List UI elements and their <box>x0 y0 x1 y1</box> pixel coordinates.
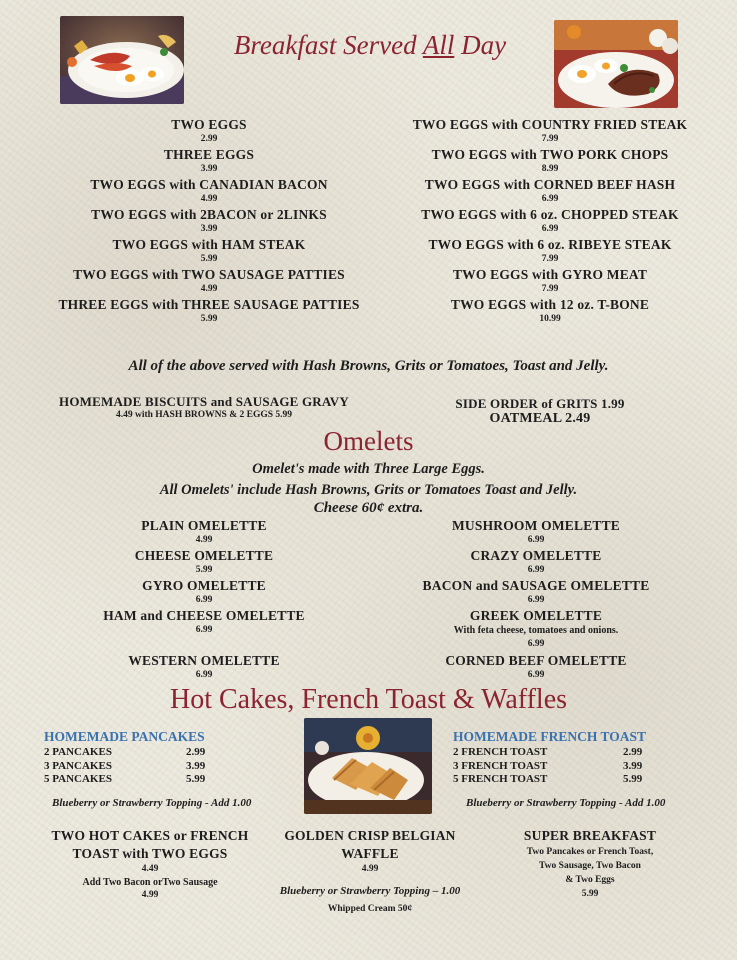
omelet-price: 6.99 <box>195 595 213 605</box>
menu-item-name: TWO EGGS with TWO SAUSAGE PATTIES <box>73 267 345 282</box>
menu-item-name: TWO EGGS with 6 oz. CHOPPED STEAK <box>421 207 679 222</box>
hotcakes-title: Hot Cakes, French Toast & Waffles <box>169 684 568 715</box>
belgian-waffle-item-line2: WAFFLE <box>341 846 399 861</box>
two-hot-cakes-price: 4.49 <box>141 864 159 874</box>
menu-item-name: TWO EGGS with 12 oz. T-BONE <box>450 297 650 312</box>
menu-item-name: THREE EGGS with THREE SAUSAGE PATTIES <box>58 297 360 312</box>
belgian-waffle-item: GOLDEN CRISP BELGIAN <box>284 828 456 843</box>
super-breakfast-item: SUPER BREAKFAST <box>523 828 657 843</box>
omelet-description: With feta cheese, tomatoes and onions. <box>453 625 619 636</box>
french-toast-option: 2 FRENCH TOAST <box>453 746 548 758</box>
omelet-price: 6.99 <box>527 639 545 649</box>
omelet-price: 6.99 <box>195 625 213 635</box>
two-hot-cakes-item: TWO HOT CAKES or FRENCH <box>51 828 249 843</box>
menu-item-price: 5.99 <box>200 254 218 264</box>
omelet-price: 6.99 <box>527 595 545 605</box>
omelet-name: CRAZY OMELETTE <box>470 548 602 563</box>
menu-item-name: TWO EGGS with TWO PORK CHOPS <box>431 147 669 162</box>
two-hot-cakes-addon: Add Two Bacon orTwo Sausage <box>82 877 218 888</box>
omelet-price: 6.99 <box>195 670 213 680</box>
menu-item-price: 8.99 <box>541 164 559 174</box>
french-toast-option: 3 FRENCH TOAST <box>453 759 548 772</box>
menu-item-name: TWO EGGS with HAM STEAK <box>112 237 306 252</box>
omelet-name: GREEK OMELETTE <box>469 608 603 623</box>
title-part: Breakfast Served <box>233 30 423 60</box>
two-hot-cakes-item-line2: TOAST with TWO EGGS <box>72 846 228 861</box>
pancake-price: 2.99 <box>186 746 206 758</box>
omelet-name: WESTERN OMELETTE <box>128 653 280 668</box>
omelets-note-includes: All Omelets' include Hash Browns, Grits or Tomatoes Toast and Jelly. <box>159 482 578 498</box>
side-oatmeal: OATMEAL 2.49 <box>489 411 591 426</box>
french-toast-option: 5 FRENCH TOAST <box>453 773 548 785</box>
title-underlined: All <box>422 30 455 60</box>
omelet-price: 4.99 <box>195 535 213 545</box>
omelet-price: 6.99 <box>527 670 545 680</box>
omelet-name: PLAIN OMELETTE <box>141 518 267 533</box>
super-breakfast-desc: Two Pancakes or French Toast, <box>526 847 654 857</box>
french-toast-topping: Blueberry or Strawberry Topping - Add 1.00 <box>466 797 666 809</box>
omelet-name: CORNED BEEF OMELETTE <box>445 653 627 668</box>
omelet-price: 6.99 <box>527 565 545 575</box>
biscuits-item: HOMEMADE BISCUITS and SAUSAGE GRAVY <box>59 394 349 409</box>
menu-item-price: 7.99 <box>541 254 559 264</box>
menu-item-price: 2.99 <box>200 134 218 144</box>
omelets-title: Omelets <box>323 426 414 456</box>
omelets-cheese-extra: Cheese 60¢ extra. <box>313 500 424 516</box>
french-toast-heading: HOMEMADE FRENCH TOAST <box>453 729 647 744</box>
french-toast-price: 5.99 <box>623 773 643 785</box>
two-hot-cakes-addon-price: 4.99 <box>141 890 159 900</box>
omelet-name: CHEESE OMELETTE <box>134 548 274 563</box>
pancake-option: 3 PANCAKES <box>44 759 112 772</box>
menu-item-name: TWO EGGS with COUNTRY FRIED STEAK <box>412 117 688 132</box>
menu-item-price: 4.99 <box>200 284 218 294</box>
menu-item-price: 6.99 <box>541 194 559 204</box>
menu-item-price: 4.99 <box>200 194 218 204</box>
menu-item-price: 3.99 <box>200 164 218 174</box>
menu-item-name: TWO EGGS with 2BACON or 2LINKS <box>91 207 327 222</box>
menu-item-name: TWO EGGS with CANADIAN BACON <box>90 177 328 192</box>
whipped-cream-price: Whipped Cream 50¢ <box>327 904 413 914</box>
omelets-note-eggs: Omelet's made with Three Large Eggs. <box>252 461 485 477</box>
side-grits: SIDE ORDER of GRITS 1.99 <box>455 396 625 411</box>
biscuits-detail: 4.49 with HASH BROWNS & 2 EGGS 5.99 <box>115 410 293 420</box>
omelet-price: 6.99 <box>527 535 545 545</box>
super-breakfast-price: 5.99 <box>581 889 599 899</box>
pancake-price: 5.99 <box>186 773 206 785</box>
french-toast-photo <box>304 718 432 814</box>
super-breakfast-desc: Two Sausage, Two Bacon <box>539 861 641 871</box>
pancake-price: 3.99 <box>186 759 206 772</box>
pancake-option: 5 PANCAKES <box>44 773 112 785</box>
served-with-note: All of the above served with Hash Browns, Grits or Tomatoes, Toast and Jelly. <box>128 358 609 374</box>
menu-item-price: 7.99 <box>541 284 559 294</box>
omelet-name: GYRO OMELETTE <box>142 578 266 593</box>
omelet-price: 5.99 <box>195 565 213 575</box>
belgian-waffle-price: 4.99 <box>361 864 379 874</box>
menu-item-price: 10.99 <box>539 314 561 324</box>
omelet-name: MUSHROOM OMELETTE <box>451 518 621 533</box>
omelet-name: HAM and CHEESE OMELETTE <box>103 608 305 623</box>
menu-item-price: 6.99 <box>541 224 559 234</box>
menu-item-name: TWO EGGS with 6 oz. RIBEYE STEAK <box>428 237 672 252</box>
menu-item-name: THREE EGGS <box>163 147 255 162</box>
omelet-name: BACON and SAUSAGE OMELETTE <box>422 578 650 593</box>
steak-and-eggs-photo <box>554 20 678 108</box>
menu-item-price: 3.99 <box>200 224 218 234</box>
menu-item-name: TWO EGGS <box>171 117 247 132</box>
page-title <box>190 30 550 61</box>
menu-item-price: 5.99 <box>200 314 218 324</box>
menu-item-name: TWO EGGS with GYRO MEAT <box>452 267 648 282</box>
french-toast-price: 3.99 <box>623 759 643 772</box>
pancakes-topping: Blueberry or Strawberry Topping - Add 1.00 <box>52 797 252 809</box>
belgian-waffle-topping: Blueberry or Strawberry Topping – 1.00 <box>279 885 461 897</box>
title-part: Day <box>454 30 507 60</box>
menu-item-price: 7.99 <box>541 134 559 144</box>
pancakes-heading: HOMEMADE PANCAKES <box>44 729 205 744</box>
french-toast-price: 2.99 <box>623 746 643 758</box>
breakfast-plate-photo <box>60 16 184 104</box>
super-breakfast-desc: & Two Eggs <box>565 875 615 885</box>
pancake-option: 2 PANCAKES <box>44 746 112 758</box>
menu-item-name: TWO EGGS with CORNED BEEF HASH <box>424 177 676 192</box>
